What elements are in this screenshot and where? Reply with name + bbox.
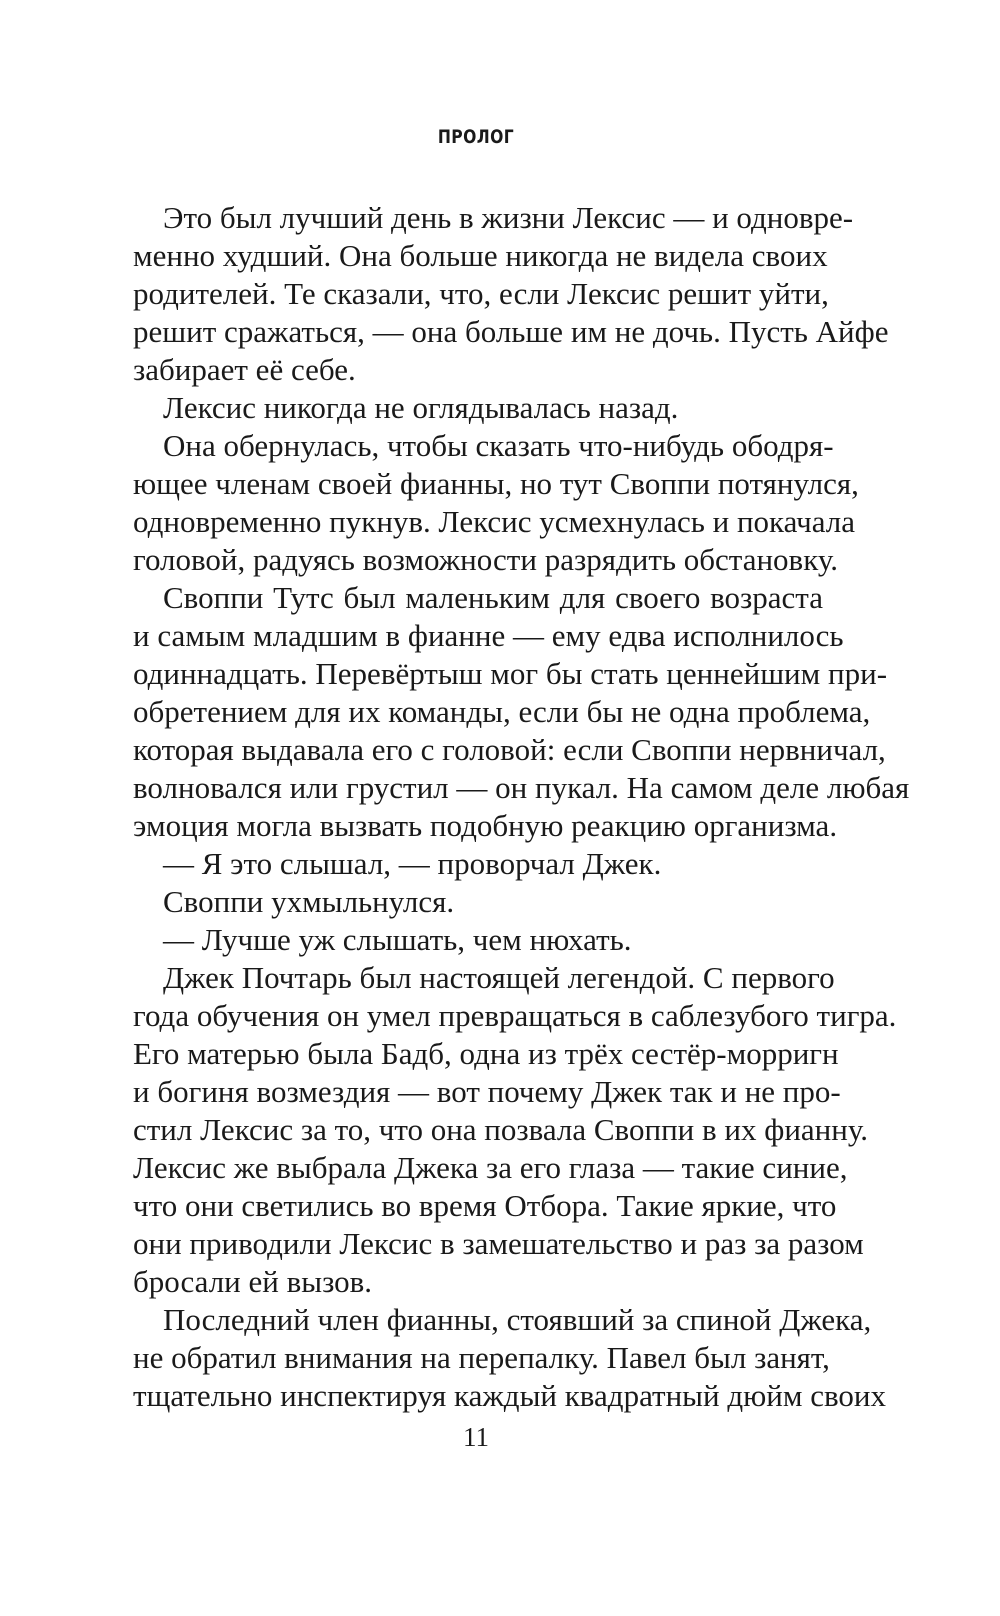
text-line: Своппи Тутс был маленьким для своего возраста [163,580,823,615]
text-line: бросали ей вызов. [133,1264,373,1299]
text-line: — Лучше уж слышать, чем нюхать. [163,922,632,957]
text-line: и богиня возмездия — вот почему Джек так и не про- [133,1074,841,1109]
text-line: они приводили Лексис в замешательство и раз за разом [133,1226,864,1261]
text-line: Его матерью была Бадб, одна из трёх сестёр-морригн [133,1036,839,1071]
text-line: Джек Почтарь был настоящей легендой. С первого [163,960,835,995]
text-line: которая выдавала его с головой: если Своппи нервничал, [133,732,886,767]
text-line: что они светились во время Отбора. Такие яркие, что [133,1188,837,1223]
text-line: и самым младшим в фианне — ему едва исполнилось [133,618,844,653]
text-line: одиннадцать. Перевёртыш мог бы стать ценнейшим при- [133,656,888,691]
text-line: одновременно пукнув. Лексис усмехнулась и покачала [133,504,855,539]
text-line: родителей. Те сказали, что, если Лексис решит уйти, [133,276,829,311]
chapter-title: ПРОЛОГ [437,126,515,148]
text-line: менно худший. Она больше никогда не видела своих [133,238,828,273]
text-line: головой, радуясь возможности разрядить обстановку. [133,542,838,577]
text-line: обретением для их команды, если бы не одна проблема, [133,694,871,729]
text-line: волновался или грустил — он пукал. На самом деле любая [133,770,910,805]
text-line: Лексис никогда не оглядывалась назад. [163,390,679,425]
text-line: не обратил внимания на перепалку. Павел был занят, [133,1340,830,1375]
text-line: Лексис же выбрала Джека за его глаза — такие синие, [133,1150,848,1185]
text-line: тщательно инспектируя каждый квадратный дюйм своих [133,1378,886,1413]
text-line: решит сражаться, — она больше им не дочь. Пусть Айфе [133,314,889,349]
text-line: Своппи ухмыльнулся. [163,884,455,919]
text-line: Она обернулась, чтобы сказать что-нибудь ободря- [163,428,834,463]
text-line: года обучения он умел превращаться в саблезубого тигра. [133,998,897,1033]
text-line: эмоция могла вызвать подобную реакцию организма. [133,808,838,843]
text-line: ющее членам своей фианны, но тут Своппи потянулся, [133,466,859,501]
text-line: Последний член фианны, стоявший за спиной Джека, [163,1302,872,1337]
text-line: — Я это слышал, — проворчал Джек. [163,846,662,881]
text-line: стил Лексис за то, что она позвала Своппи в их фианну. [133,1112,868,1147]
text-line: забирает её себе. [133,352,356,387]
text-line: Это был лучший день в жизни Лексис — и одновре- [163,200,854,235]
page-number: 11 [463,1422,489,1452]
